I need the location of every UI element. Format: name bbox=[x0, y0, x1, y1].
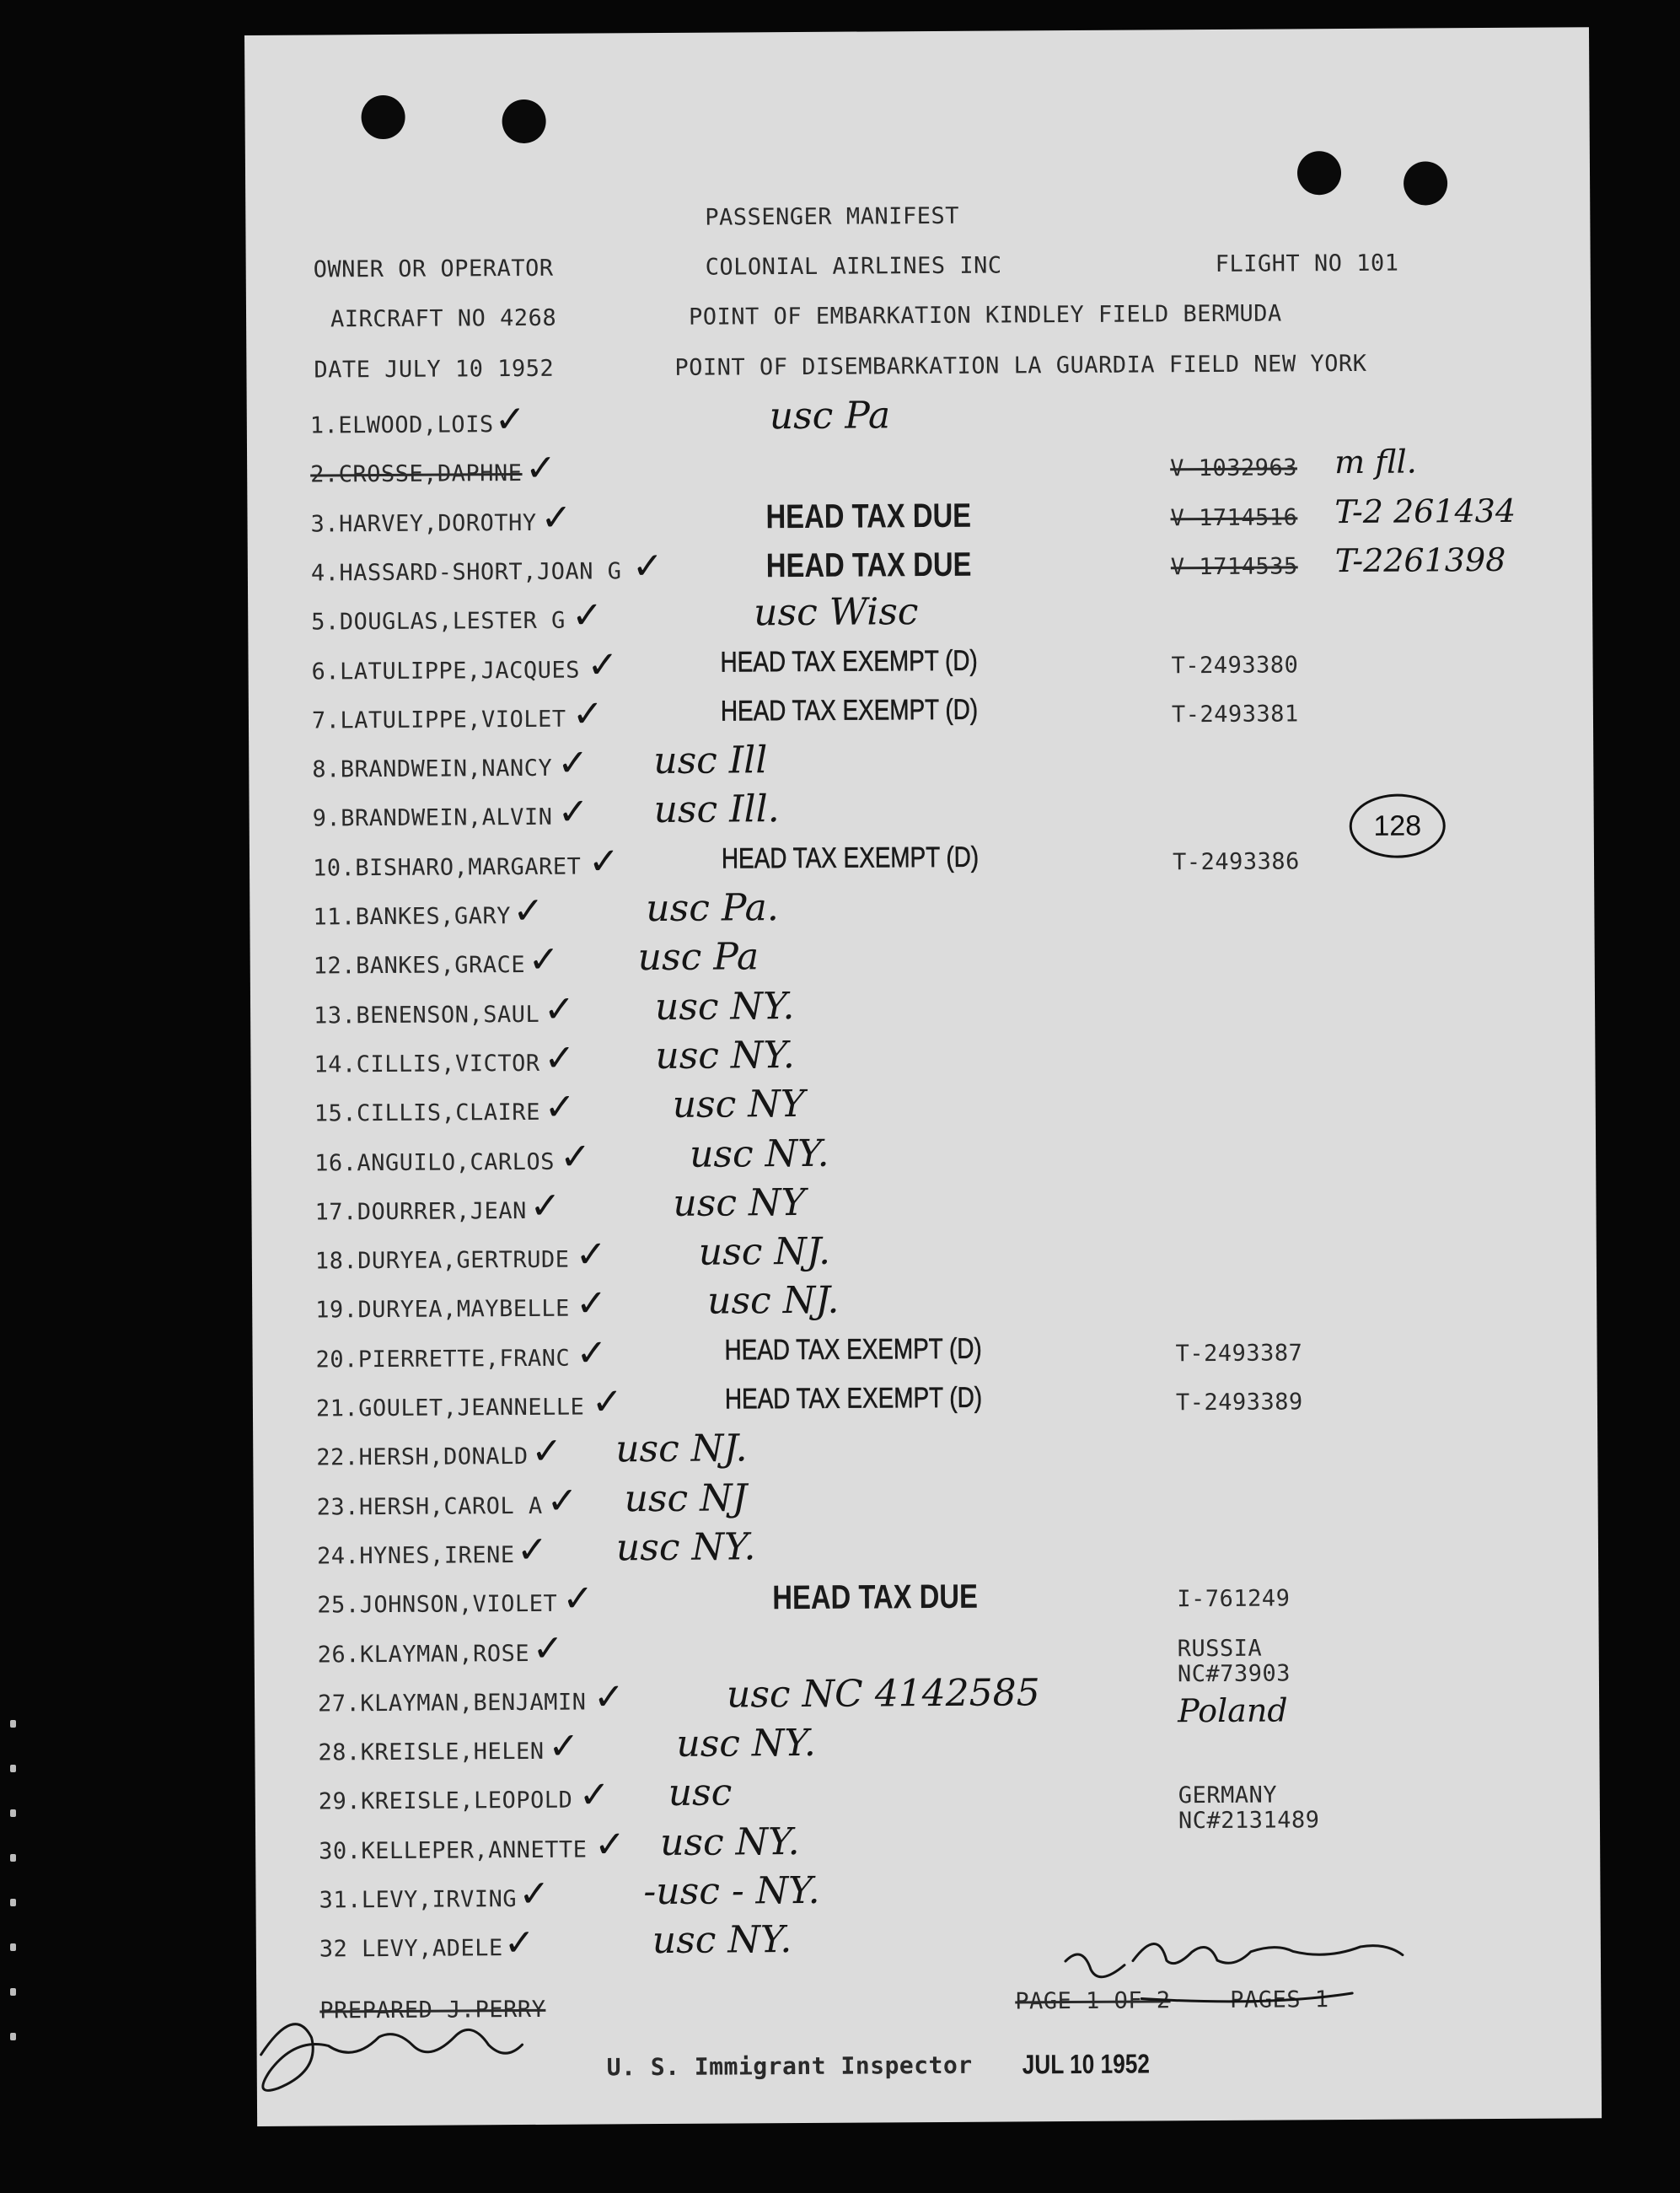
citizenship-note: usc NY bbox=[672, 1082, 806, 1126]
citizenship-note: usc NY bbox=[673, 1180, 806, 1225]
document-number: T-2493381 bbox=[1171, 701, 1299, 728]
handwritten-document-note: T-2 261434 bbox=[1334, 492, 1516, 531]
checkmark-icon: ✓ bbox=[543, 987, 576, 1031]
handwriting-layer bbox=[244, 27, 1602, 2126]
document-number: T-2493389 bbox=[1175, 1389, 1303, 1416]
checkmark-icon: ✓ bbox=[557, 741, 589, 785]
checkmark-icon: ✓ bbox=[591, 1380, 623, 1424]
checkmark-icon: ✓ bbox=[593, 1675, 625, 1719]
passenger-name: 15.CILLIS,CLAIRE bbox=[314, 1099, 540, 1127]
citizenship-note: usc Wisc bbox=[754, 590, 919, 635]
passenger-name: 21.GOULET,JEANNELLE bbox=[315, 1394, 585, 1422]
head-tax-stamp: HEAD TAX EXEMPT (D) bbox=[724, 1332, 982, 1367]
passenger-name: 32 LEVY,ADELE bbox=[319, 1935, 503, 1963]
manifest-title: PASSENGER MANIFEST bbox=[705, 202, 960, 231]
passenger-name: 3.HARVEY,DOROTHY bbox=[310, 509, 537, 538]
flight-date: DATE JULY 10 1952 bbox=[314, 355, 555, 384]
flight-number: FLIGHT NO 101 bbox=[1215, 250, 1399, 277]
checkmark-icon: ✓ bbox=[587, 643, 619, 687]
citizenship-note: usc NY. bbox=[615, 1525, 756, 1570]
passenger-name: 11.BANKES,GARY bbox=[313, 903, 512, 931]
passenger-name: 13.BENENSON,SAUL bbox=[314, 1001, 540, 1029]
citizenship-note: usc NJ bbox=[624, 1476, 748, 1521]
citizenship-note: usc NY. bbox=[652, 1918, 792, 1963]
citizenship-note: usc NY. bbox=[676, 1721, 816, 1766]
checkmark-icon: ✓ bbox=[494, 397, 526, 442]
passenger-name: 10.BISHARO,MARGARET bbox=[312, 853, 582, 882]
document-number: I-761249 bbox=[1177, 1585, 1291, 1613]
underline-stroke bbox=[1141, 1993, 1352, 2002]
citizenship-note: usc bbox=[668, 1771, 733, 1814]
citizenship-note: usc NJ. bbox=[615, 1427, 748, 1471]
passenger-name: 26.KLAYMAN,ROSE bbox=[317, 1640, 530, 1669]
aircraft-number: AIRCRAFT NO 4268 bbox=[330, 304, 557, 333]
citizenship-note: usc Ill bbox=[653, 739, 768, 783]
handwritten-document-note: Poland bbox=[1178, 1691, 1288, 1730]
head-tax-stamp: HEAD TAX DUE bbox=[765, 497, 972, 536]
passenger-name: 7.LATULIPPE,VIOLET bbox=[311, 706, 566, 734]
document-number: RUSSIA NC#73903 bbox=[1177, 1635, 1291, 1688]
passenger-name: 22.HERSH,DONALD bbox=[316, 1443, 529, 1471]
passenger-name: 2.CROSSE,DAPHNE bbox=[310, 460, 523, 488]
citizenship-note: usc Pa. bbox=[646, 886, 779, 931]
citizenship-note: usc Pa bbox=[637, 935, 759, 980]
document-number: T-2493387 bbox=[1175, 1340, 1303, 1368]
passenger-name: 12.BANKES,GRACE bbox=[313, 951, 526, 980]
owner-value: COLONIAL AIRLINES INC bbox=[705, 252, 1002, 281]
citizenship-note: usc Ill. bbox=[653, 787, 780, 832]
passenger-name: 17.DOURRER,JEAN bbox=[314, 1197, 527, 1226]
checkmark-icon: ✓ bbox=[548, 1724, 580, 1768]
checkmark-icon: ✓ bbox=[524, 446, 557, 490]
document-number: GERMANY NC#2131489 bbox=[1178, 1782, 1320, 1835]
checkmark-icon: ✓ bbox=[531, 1429, 563, 1473]
passenger-name: 18.DURYEA,GERTRUDE bbox=[314, 1246, 570, 1275]
head-tax-stamp: HEAD TAX EXEMPT (D) bbox=[720, 644, 978, 679]
passenger-name: 16.ANGUILO,CARLOS bbox=[314, 1148, 556, 1177]
checkmark-icon: ✓ bbox=[557, 790, 589, 834]
passenger-name: 4.HASSARD-SHORT,JOAN G bbox=[310, 558, 622, 587]
document-number: V-1032963 bbox=[1170, 454, 1298, 482]
checkmark-icon: ✓ bbox=[513, 889, 545, 933]
film-edge-marks bbox=[5, 1720, 30, 2077]
prepared-by: PREPARED J.PERRY bbox=[319, 1996, 546, 2024]
checkmark-icon: ✓ bbox=[576, 1282, 608, 1325]
manifest-page bbox=[244, 27, 1602, 2126]
passenger-name: 27.KLAYMAN,BENJAMIN bbox=[317, 1689, 587, 1717]
passenger-name: 5.DOUGLAS,LESTER G bbox=[311, 607, 566, 636]
passenger-name: 24.HYNES,IRENE bbox=[316, 1542, 515, 1570]
head-tax-stamp: HEAD TAX DUE bbox=[772, 1578, 979, 1617]
citizenship-note: usc NJ. bbox=[707, 1278, 840, 1323]
prepared-signature bbox=[260, 2023, 522, 2090]
passenger-name: 8.BRANDWEIN,NANCY bbox=[312, 755, 553, 783]
document-number: V-1714516 bbox=[1170, 504, 1298, 532]
citizenship-note: usc NJ. bbox=[698, 1229, 831, 1274]
document-number: T-2493386 bbox=[1172, 848, 1300, 876]
checkmark-icon: ✓ bbox=[578, 1773, 610, 1817]
checkmark-icon: ✓ bbox=[516, 1528, 549, 1572]
checkmark-icon: ✓ bbox=[631, 544, 663, 589]
inspector-signature bbox=[1065, 1943, 1403, 1977]
point-of-disembarkation: POINT OF DISEMBARKATION LA GUARDIA FIELD NEW YORK bbox=[674, 350, 1367, 381]
citizenship-note: usc NY. bbox=[659, 1820, 800, 1865]
passenger-name: 1.ELWOOD,LOIS bbox=[309, 411, 494, 439]
head-tax-stamp: HEAD TAX EXEMPT (D) bbox=[721, 841, 980, 875]
passenger-name: 6.LATULIPPE,JACQUES bbox=[311, 657, 581, 685]
passenger-name: 14.CILLIS,VICTOR bbox=[314, 1050, 540, 1078]
citizenship-note: usc Pa bbox=[769, 394, 891, 438]
citizenship-note: usc NC 4142585 bbox=[726, 1671, 1040, 1717]
citizenship-note: usc NY. bbox=[654, 985, 795, 1029]
checkmark-icon: ✓ bbox=[544, 1085, 576, 1129]
checkmark-icon: ✓ bbox=[576, 1331, 608, 1375]
passenger-name: 19.DURYEA,MAYBELLE bbox=[315, 1295, 570, 1324]
passenger-name: 28.KREISLE,HELEN bbox=[318, 1738, 545, 1766]
checkmark-icon: ✓ bbox=[528, 938, 560, 981]
head-tax-stamp: HEAD TAX EXEMPT (D) bbox=[724, 1381, 983, 1416]
checkmark-icon: ✓ bbox=[544, 1036, 576, 1080]
point-of-embarkation: POINT OF EMBARKATION KINDLEY FIELD BERMUDA bbox=[688, 300, 1282, 331]
passenger-name: 23.HERSH,CAROL A bbox=[316, 1492, 543, 1521]
passenger-name: 25.JOHNSON,VIOLET bbox=[317, 1590, 558, 1619]
passenger-name: 20.PIERRETTE,FRANC bbox=[315, 1345, 571, 1373]
inspector-label: U. S. Immigrant Inspector bbox=[606, 2051, 973, 2082]
checkmark-icon: ✓ bbox=[575, 1233, 607, 1277]
checkmark-icon: ✓ bbox=[532, 1626, 564, 1670]
checkmark-icon: ✓ bbox=[588, 840, 620, 884]
passenger-name: 30.KELLEPER,ANNETTE bbox=[319, 1836, 588, 1865]
page-of: PAGE 1 OF 2 bbox=[1015, 1987, 1171, 2015]
checkmark-icon: ✓ bbox=[562, 1577, 594, 1621]
head-tax-stamp: HEAD TAX EXEMPT (D) bbox=[720, 693, 979, 728]
passenger-name: 29.KREISLE,LEOPOLD bbox=[318, 1787, 573, 1815]
checkmark-icon: ✓ bbox=[593, 1823, 626, 1867]
citizenship-note: -usc - NY. bbox=[643, 1868, 820, 1914]
document-number: T-2493380 bbox=[1171, 652, 1299, 680]
citizenship-note: usc NY. bbox=[689, 1131, 829, 1176]
owner-label: OWNER OR OPERATOR bbox=[313, 255, 554, 283]
checkmark-icon: ✓ bbox=[518, 1872, 550, 1916]
citizenship-note: usc NY. bbox=[655, 1034, 795, 1078]
checkmark-icon: ✓ bbox=[529, 1184, 561, 1228]
checkmark-icon: ✓ bbox=[572, 594, 604, 637]
page-number-badge: 128 bbox=[1350, 793, 1446, 858]
date-stamp: JUL 10 1952 bbox=[1022, 2048, 1151, 2080]
document-number: V-1714535 bbox=[1170, 553, 1298, 581]
pages-count: PAGES 1 bbox=[1230, 1986, 1329, 2013]
passenger-name: 31.LEVY,IRVING bbox=[319, 1886, 518, 1914]
checkmark-icon: ✓ bbox=[572, 692, 604, 736]
checkmark-icon: ✓ bbox=[559, 1135, 592, 1179]
checkmark-icon: ✓ bbox=[503, 1921, 535, 1965]
checkmark-icon: ✓ bbox=[546, 1479, 578, 1523]
head-tax-stamp: HEAD TAX DUE bbox=[765, 546, 972, 585]
handwritten-document-note: m fll. bbox=[1334, 443, 1417, 481]
checkmark-icon: ✓ bbox=[540, 496, 572, 540]
passenger-name: 9.BRANDWEIN,ALVIN bbox=[312, 804, 553, 832]
handwritten-document-note: T-2261398 bbox=[1334, 540, 1506, 580]
